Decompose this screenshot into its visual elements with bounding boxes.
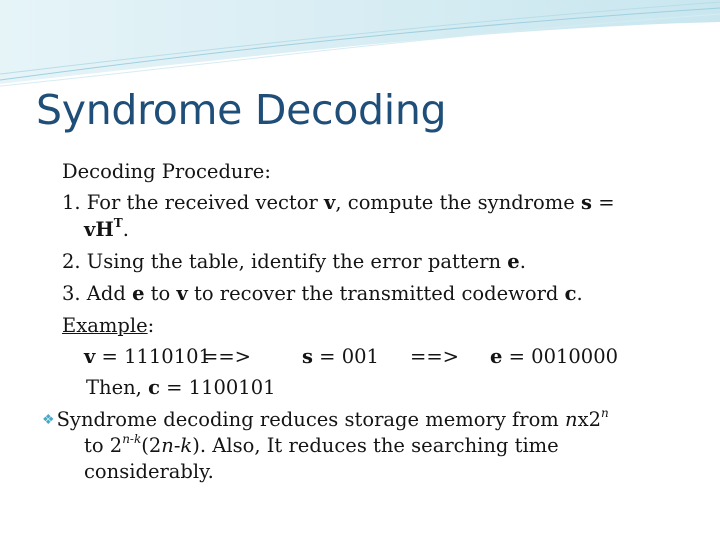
then-text: Then, (86, 376, 149, 399)
step-1-end: . (122, 218, 129, 241)
error-e: e (132, 282, 145, 305)
step-3-end: . (576, 282, 583, 305)
bullet-text-1: Syndrome decoding reduces storage memory from (56, 408, 566, 431)
example-s-value: = 001 (312, 345, 379, 368)
step-1-cont (84, 216, 129, 241)
example-line-2 (86, 378, 276, 398)
times-two: x2 (577, 408, 601, 431)
sup-n: n (600, 406, 609, 420)
step-3 (62, 284, 583, 304)
step-1-text: 1. For the received vector (62, 191, 325, 214)
example-c-value: = 1100101 (159, 376, 276, 399)
example-e-group (490, 347, 618, 367)
example-e-value: = 0010000 (502, 345, 619, 368)
example-v: v (84, 345, 96, 368)
vector-v: v (324, 191, 336, 214)
vh-term: vH (84, 218, 114, 241)
bullet-icon: ❖ (42, 412, 55, 428)
header-wave-decoration (0, 0, 720, 90)
step-2-end: . (519, 250, 526, 273)
math-n: n (161, 434, 174, 457)
bullet-line-3: considerably. (84, 460, 214, 483)
bullet-text-2b: ). Also, It reduces the searching time (192, 434, 559, 457)
step-1-mid: , compute the syndrome (335, 191, 582, 214)
equals: = (592, 191, 615, 214)
example-s: s (302, 345, 313, 368)
step-1 (62, 193, 615, 213)
transpose-sup: T (113, 216, 123, 230)
bullet-line-1 (42, 406, 609, 431)
arrow-2: ==> (410, 345, 460, 368)
example-colon: : (147, 314, 155, 337)
sup-n-k: n-k (122, 432, 142, 446)
step-2-text: 2. Using the table, identify the error pattern (62, 250, 508, 273)
example-c: c (148, 376, 160, 399)
example-label (62, 316, 154, 336)
example-line-1 (84, 347, 211, 367)
procedure-heading: Decoding Procedure: (62, 160, 271, 183)
syndrome-s: s (581, 191, 593, 214)
step-2 (62, 252, 526, 272)
vector-v: v (176, 282, 188, 305)
codeword-c: c (564, 282, 577, 305)
arrow-1: ==> (202, 345, 252, 368)
bullet-line-2 (84, 432, 559, 457)
step-3-to: to (144, 282, 177, 305)
error-e: e (507, 250, 520, 273)
step-3-text: 3. Add (62, 282, 133, 305)
math-k: k (180, 434, 193, 457)
example-word: Example (62, 314, 148, 337)
paren-two: (2 (141, 434, 162, 457)
math-n: n (565, 408, 578, 431)
example-e: e (490, 345, 503, 368)
example-v-value: = 1110101 (95, 345, 211, 368)
dash: - (173, 434, 181, 457)
slide-title: Syndrome Decoding (36, 86, 447, 134)
example-s-group (302, 347, 379, 367)
bullet-text-2a: to 2 (84, 434, 123, 457)
step-3-mid: to recover the transmitted codeword (187, 282, 565, 305)
